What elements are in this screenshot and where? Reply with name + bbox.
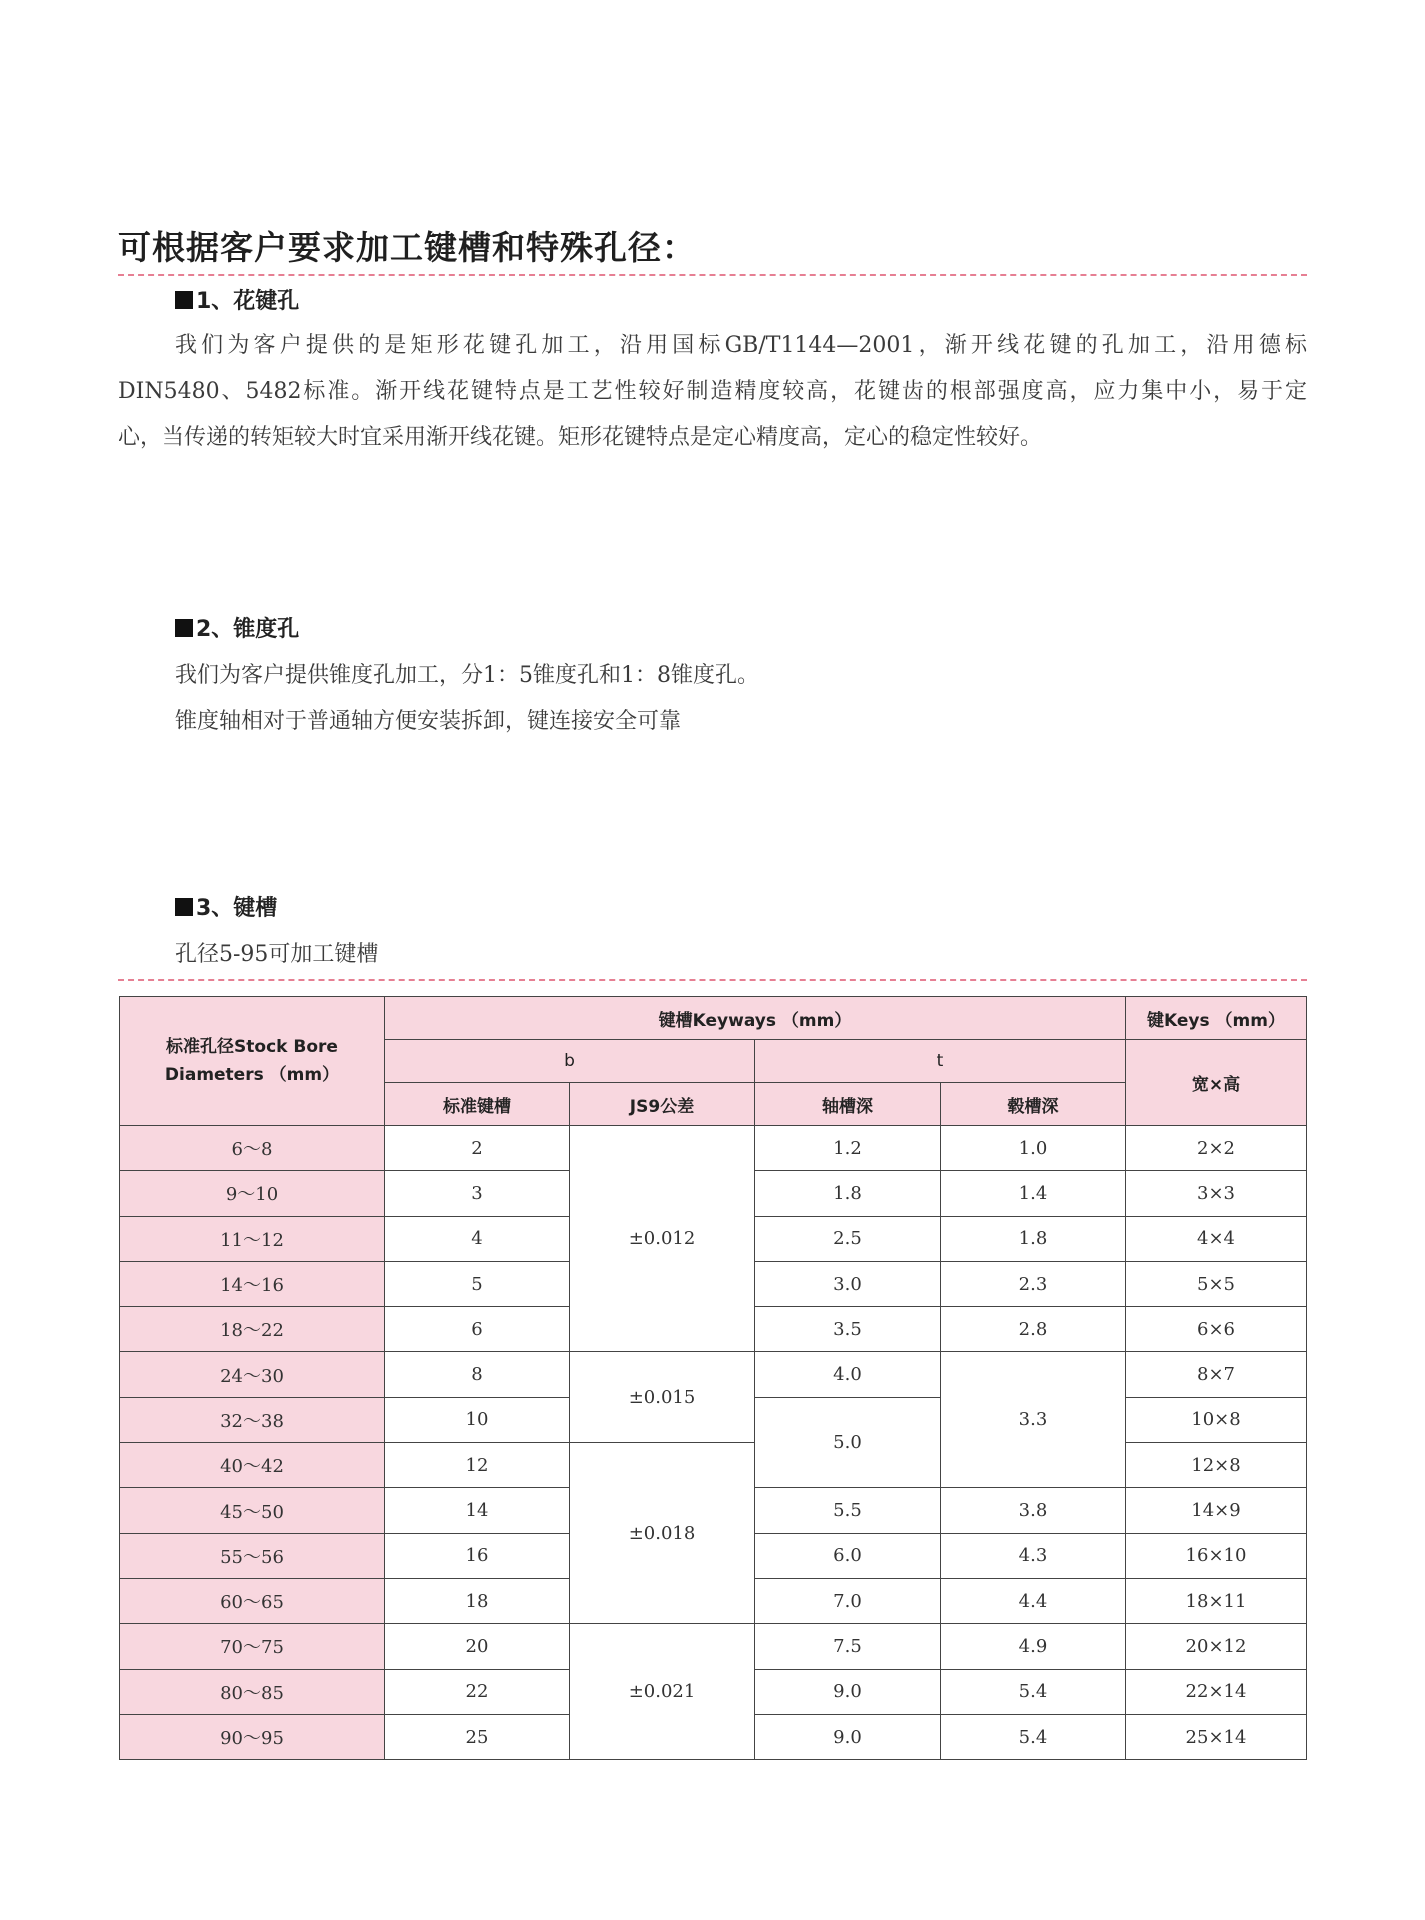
hub-depth-cell: 1.4 [941,1171,1126,1216]
paragraph-line: 我们为客户提供锥度孔加工，分1：5锥度孔和1：8锥度孔。 [175,663,759,688]
bore-cell: 32～38 [120,1397,385,1442]
hub-depth-cell: 2.3 [941,1261,1126,1306]
header-width-height: 宽×高 [1126,1040,1307,1126]
paragraph-line: 心，当传递的转矩较大时宜采用渐开线花键。矩形花键特点是定心精度高，定心的稳定性较好。 [118,425,1043,450]
bore-cell: 45～50 [120,1488,385,1533]
key-size-cell: 2×2 [1126,1126,1307,1171]
b-cell: 8 [385,1352,570,1397]
b-cell: 6 [385,1307,570,1352]
key-size-cell: 16×10 [1126,1533,1307,1578]
square-bullet-icon [175,619,193,637]
b-cell: 2 [385,1126,570,1171]
shaft-depth-cell: 3.0 [755,1261,941,1306]
bore-cell: 14～16 [120,1261,385,1306]
b-cell: 12 [385,1443,570,1488]
shaft-depth-cell: 3.5 [755,1307,941,1352]
shaft-depth-cell: 7.5 [755,1624,941,1669]
section-heading-label: 3、键槽 [196,896,278,921]
hub-depth-cell: 4.4 [941,1578,1126,1623]
bore-cell: 18～22 [120,1307,385,1352]
bore-cell: 80～85 [120,1669,385,1714]
key-size-cell: 12×8 [1126,1443,1307,1488]
shaft-depth-cell: 4.0 [755,1352,941,1397]
bore-cell: 40～42 [120,1443,385,1488]
shaft-depth-cell: 9.0 [755,1669,941,1714]
square-bullet-icon [175,291,193,309]
header-bore-label: 标准孔径Stock Bore Diameters （mm） [164,1037,340,1085]
hub-depth-cell: 2.8 [941,1307,1126,1352]
keyway-table [119,996,1307,1760]
b-cell: 4 [385,1216,570,1261]
b-cell: 18 [385,1578,570,1623]
hub-depth-cell: 4.3 [941,1533,1126,1578]
header-keyways: 键槽Keyways （mm） [385,997,1126,1040]
b-cell: 14 [385,1488,570,1533]
shaft-depth-cell: 9.0 [755,1714,941,1759]
b-cell: 20 [385,1624,570,1669]
key-size-cell: 5×5 [1126,1261,1307,1306]
shaft-depth-cell: 5.0 [755,1397,941,1488]
shaft-depth-cell: 1.8 [755,1171,941,1216]
tolerance-cell: ±0.012 [570,1126,755,1352]
section-heading-taper [175,612,299,643]
hub-depth-cell: 3.8 [941,1488,1126,1533]
key-size-cell: 10×8 [1126,1397,1307,1442]
key-size-cell: 20×12 [1126,1624,1307,1669]
table-row [120,1352,1307,1397]
shaft-depth-cell: 1.2 [755,1126,941,1171]
tolerance-cell: ±0.018 [570,1443,755,1624]
header-bore [120,997,385,1126]
hub-depth-cell: 3.3 [941,1352,1126,1488]
header-shaft-depth: 轴槽深 [755,1083,941,1126]
b-cell: 5 [385,1261,570,1306]
bore-cell: 55～56 [120,1533,385,1578]
section-heading-label: 2、锥度孔 [196,617,300,642]
b-cell: 22 [385,1669,570,1714]
b-cell: 10 [385,1397,570,1442]
key-size-cell: 8×7 [1126,1352,1307,1397]
section-heading-spline [175,284,299,315]
tolerance-cell: ±0.015 [570,1352,755,1443]
section-paragraph-spline [118,323,1307,461]
bore-cell: 6～8 [120,1126,385,1171]
header-b: b [385,1040,755,1083]
paragraph-line: 我们为客户提供的是矩形花键孔加工，沿用国标GB/T1144—2001，渐开线花键的孔加工，沿用德标 [175,333,1307,358]
shaft-depth-cell: 2.5 [755,1216,941,1261]
table-divider [118,979,1307,981]
bore-cell: 11～12 [120,1216,385,1261]
section-heading-keyway [175,891,277,922]
paragraph-line: DIN5480、5482标准。渐开线花键特点是工艺性较好制造精度较高，花键齿的根部强度高，应力集中小，易于定 [118,379,1307,404]
table-row [120,1126,1307,1171]
tolerance-cell: ±0.021 [570,1624,755,1760]
key-size-cell: 3×3 [1126,1171,1307,1216]
hub-depth-cell: 4.9 [941,1624,1126,1669]
shaft-depth-cell: 6.0 [755,1533,941,1578]
b-cell: 16 [385,1533,570,1578]
table-row [120,1624,1307,1669]
shaft-depth-cell: 7.0 [755,1578,941,1623]
key-size-cell: 6×6 [1126,1307,1307,1352]
header-js9: JS9公差 [570,1083,755,1126]
section-heading-label: 1、花键孔 [196,289,300,314]
header-keys: 键Keys （mm） [1126,997,1307,1040]
b-cell: 3 [385,1171,570,1216]
title-divider [118,274,1307,276]
hub-depth-cell: 5.4 [941,1714,1126,1759]
bore-cell: 60～65 [120,1578,385,1623]
table-row [120,1443,1307,1488]
hub-depth-cell: 5.4 [941,1669,1126,1714]
header-hub-depth: 毂槽深 [941,1083,1126,1126]
bore-cell: 70～75 [120,1624,385,1669]
bore-cell: 24～30 [120,1352,385,1397]
header-t: t [755,1040,1126,1083]
paragraph-line: 锥度轴相对于普通轴方便安装拆卸，键连接安全可靠 [175,709,682,734]
square-bullet-icon [175,898,193,916]
b-cell: 25 [385,1714,570,1759]
key-size-cell: 22×14 [1126,1669,1307,1714]
bore-cell: 90～95 [120,1714,385,1759]
hub-depth-cell: 1.0 [941,1126,1126,1171]
key-size-cell: 25×14 [1126,1714,1307,1759]
key-size-cell: 18×11 [1126,1578,1307,1623]
key-size-cell: 4×4 [1126,1216,1307,1261]
shaft-depth-cell: 5.5 [755,1488,941,1533]
page-title: 可根据客户要求加工键槽和特殊孔径： [118,228,696,267]
paragraph-line: 孔径5-95可加工键槽 [175,942,379,967]
key-size-cell: 14×9 [1126,1488,1307,1533]
bore-cell: 9～10 [120,1171,385,1216]
header-std-slot: 标准键槽 [385,1083,570,1126]
hub-depth-cell: 1.8 [941,1216,1126,1261]
